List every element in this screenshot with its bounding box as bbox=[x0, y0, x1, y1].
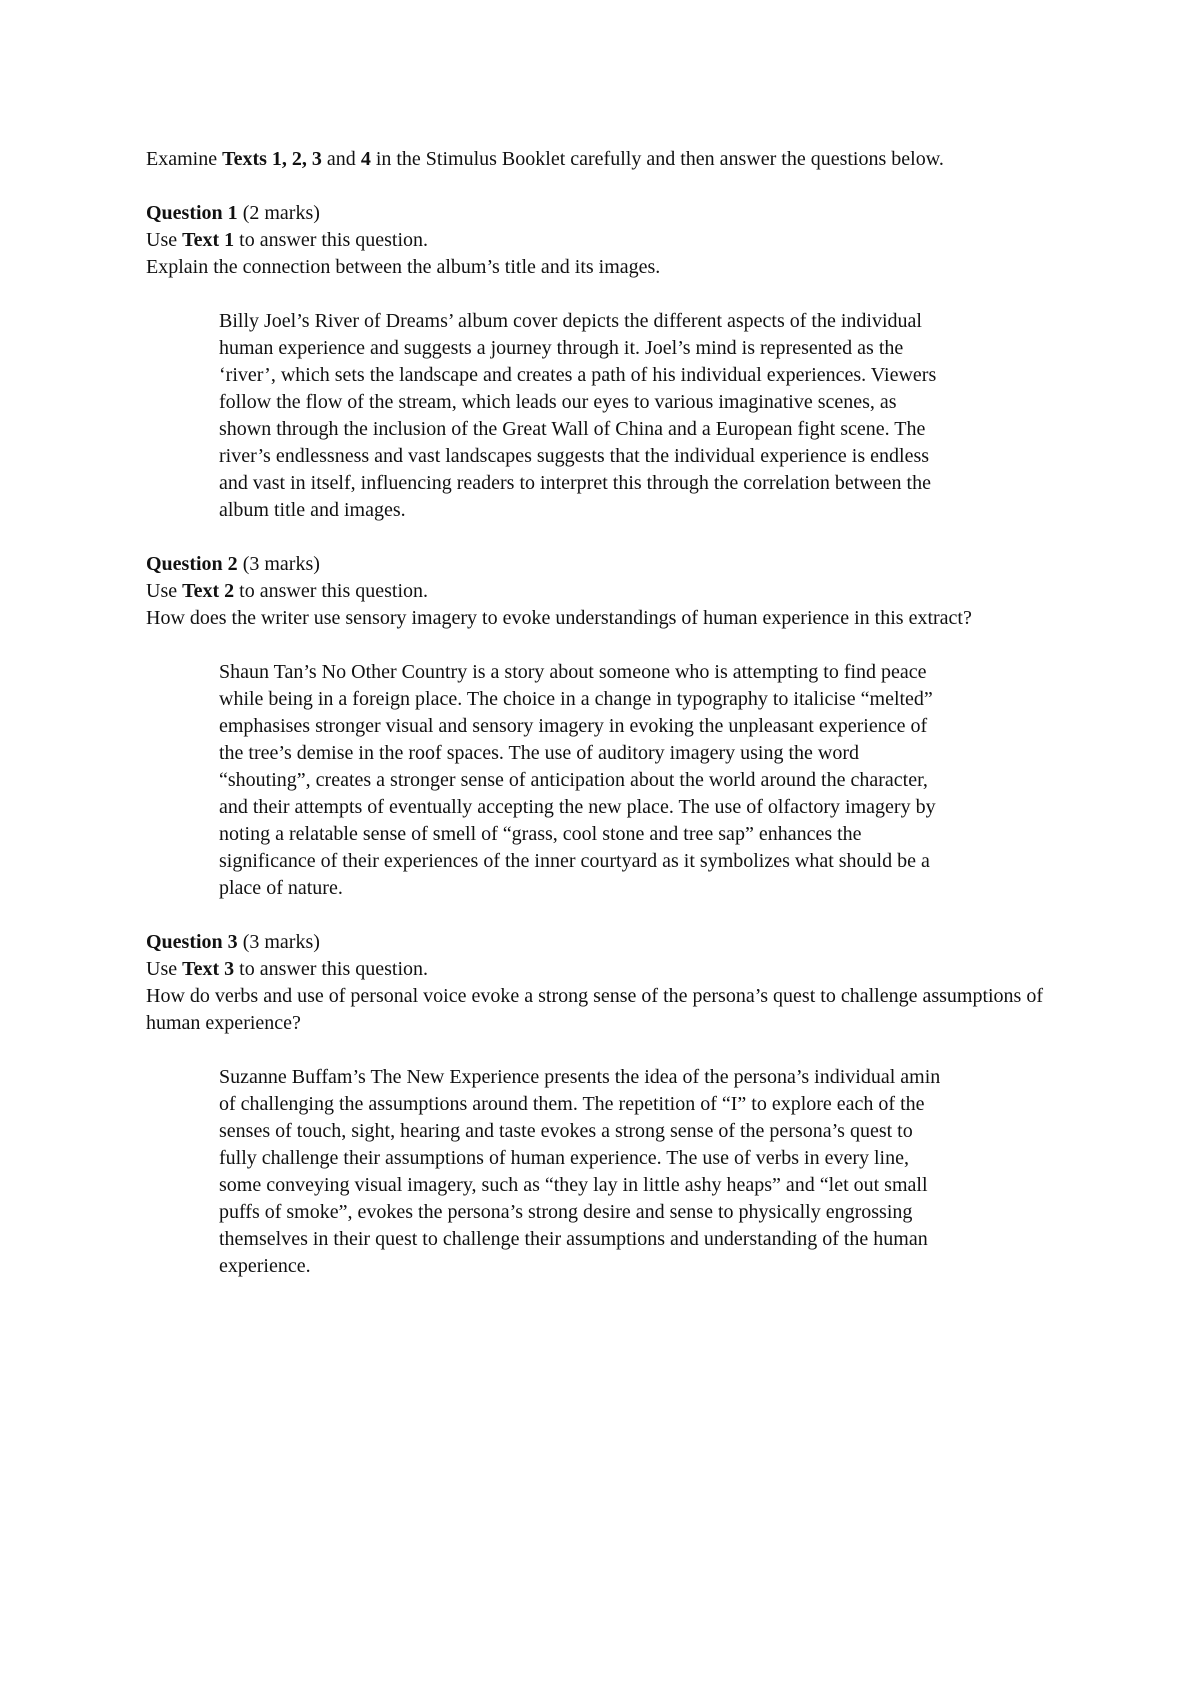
intro-text: Examine bbox=[146, 148, 223, 170]
question-title: Question 3 bbox=[146, 931, 238, 953]
answer-line: themselves in their quest to challenge their assumptions and understanding of the human bbox=[219, 1228, 928, 1250]
answer-line: follow the flow of the stream, which leads our eyes to various imaginative scenes, as bbox=[219, 391, 897, 413]
answer-2 bbox=[219, 659, 1069, 902]
use-text-prefix: Use bbox=[146, 229, 183, 251]
question-heading bbox=[146, 551, 1076, 578]
question-prompt: How does the writer use sensory imagery to evoke understandings of human experience in this extract? bbox=[146, 607, 972, 629]
document-page bbox=[146, 146, 1076, 1307]
use-text-prefix: Use bbox=[146, 958, 183, 980]
answer-line: album title and images. bbox=[219, 499, 406, 521]
answer-line: and their attempts of eventually accepting the new place. The use of olfactory imagery by bbox=[219, 796, 936, 818]
question-text-reference bbox=[146, 578, 1076, 605]
answer-line: shown through the inclusion of the Great Wall of China and a European fight scene. The bbox=[219, 418, 926, 440]
question-heading bbox=[146, 200, 1076, 227]
answer-line: ‘river’, which sets the landscape and creates a path of his individual experiences. Viewers bbox=[219, 364, 937, 386]
question-marks: (3 marks) bbox=[237, 931, 320, 953]
text-reference: Text 3 bbox=[182, 958, 235, 980]
text-reference: Text 1 bbox=[182, 229, 235, 251]
intro-text: and bbox=[321, 148, 361, 170]
answer-line: human experience and suggests a journey through it. Joel’s mind is represented as the bbox=[219, 337, 904, 359]
answer-line: emphasises stronger visual and sensory imagery in evoking the unpleasant experience of bbox=[219, 715, 928, 737]
answer-line: river’s endlessness and vast landscapes suggests that the individual experience is endless bbox=[219, 445, 930, 467]
answer-line: Billy Joel’s River of Dreams’ album cover depicts the different aspects of the individual bbox=[219, 310, 922, 332]
answer-line: place of nature. bbox=[219, 877, 343, 899]
question-title: Question 1 bbox=[146, 202, 238, 224]
answer-line: “shouting”, creates a stronger sense of anticipation about the world around the character, bbox=[219, 769, 928, 791]
answer-line: while being in a foreign place. The choice in a change in typography to italicise “melted” bbox=[219, 688, 933, 710]
answer-line: experience. bbox=[219, 1255, 311, 1277]
answer-1 bbox=[219, 308, 1069, 524]
answer-line: the tree’s demise in the roof spaces. The use of auditory imagery using the word bbox=[219, 742, 860, 764]
answer-line: of challenging the assumptions around them. The repetition of “I” to explore each of the bbox=[219, 1093, 925, 1115]
answer-line: Shaun Tan’s No Other Country is a story about someone who is attempting to find peace bbox=[219, 661, 927, 683]
answer-line: senses of touch, sight, hearing and taste evokes a strong sense of the persona’s quest to bbox=[219, 1120, 913, 1142]
question-title: Question 2 bbox=[146, 553, 238, 575]
answer-line: noting a relatable sense of smell of “grass, cool stone and tree sap” enhances the bbox=[219, 823, 862, 845]
answer-line: some conveying visual imagery, such as “they lay in little ashy heaps” and “let out small bbox=[219, 1174, 928, 1196]
question-heading bbox=[146, 929, 1076, 956]
question-prompt: Explain the connection between the album’s title and its images. bbox=[146, 256, 661, 278]
use-text-suffix: to answer this question. bbox=[234, 229, 429, 251]
answer-line: Suzanne Buffam’s The New Experience presents the idea of the persona’s individual amin bbox=[219, 1066, 941, 1088]
answer-3 bbox=[219, 1064, 1069, 1280]
answer-line: significance of their experiences of the inner courtyard as it symbolizes what should be a bbox=[219, 850, 930, 872]
question-marks: (2 marks) bbox=[237, 202, 320, 224]
use-text-prefix: Use bbox=[146, 580, 183, 602]
intro-texts-reference: Texts 1, 2, 3 bbox=[222, 148, 322, 170]
instructions bbox=[146, 146, 1076, 173]
use-text-suffix: to answer this question. bbox=[234, 580, 429, 602]
answer-line: puffs of smoke”, evokes the persona’s strong desire and sense to physically engrossing bbox=[219, 1201, 913, 1223]
intro-text: in the Stimulus Booklet carefully and then answer the questions below. bbox=[370, 148, 944, 170]
intro-text-reference: 4 bbox=[360, 148, 371, 170]
question-1 bbox=[146, 200, 1076, 524]
question-marks: (3 marks) bbox=[237, 553, 320, 575]
question-2 bbox=[146, 551, 1076, 902]
question-text-reference bbox=[146, 956, 1076, 983]
question-text-reference bbox=[146, 227, 1076, 254]
text-reference: Text 2 bbox=[182, 580, 235, 602]
question-3 bbox=[146, 929, 1076, 1280]
answer-line: and vast in itself, influencing readers to interpret this through the correlation between the bbox=[219, 472, 931, 494]
question-prompt: How do verbs and use of personal voice evoke a strong sense of the persona’s quest to challenge assumptions of human experience? bbox=[146, 985, 1044, 1034]
answer-line: fully challenge their assumptions of human experience. The use of verbs in every line, bbox=[219, 1147, 909, 1169]
use-text-suffix: to answer this question. bbox=[234, 958, 429, 980]
